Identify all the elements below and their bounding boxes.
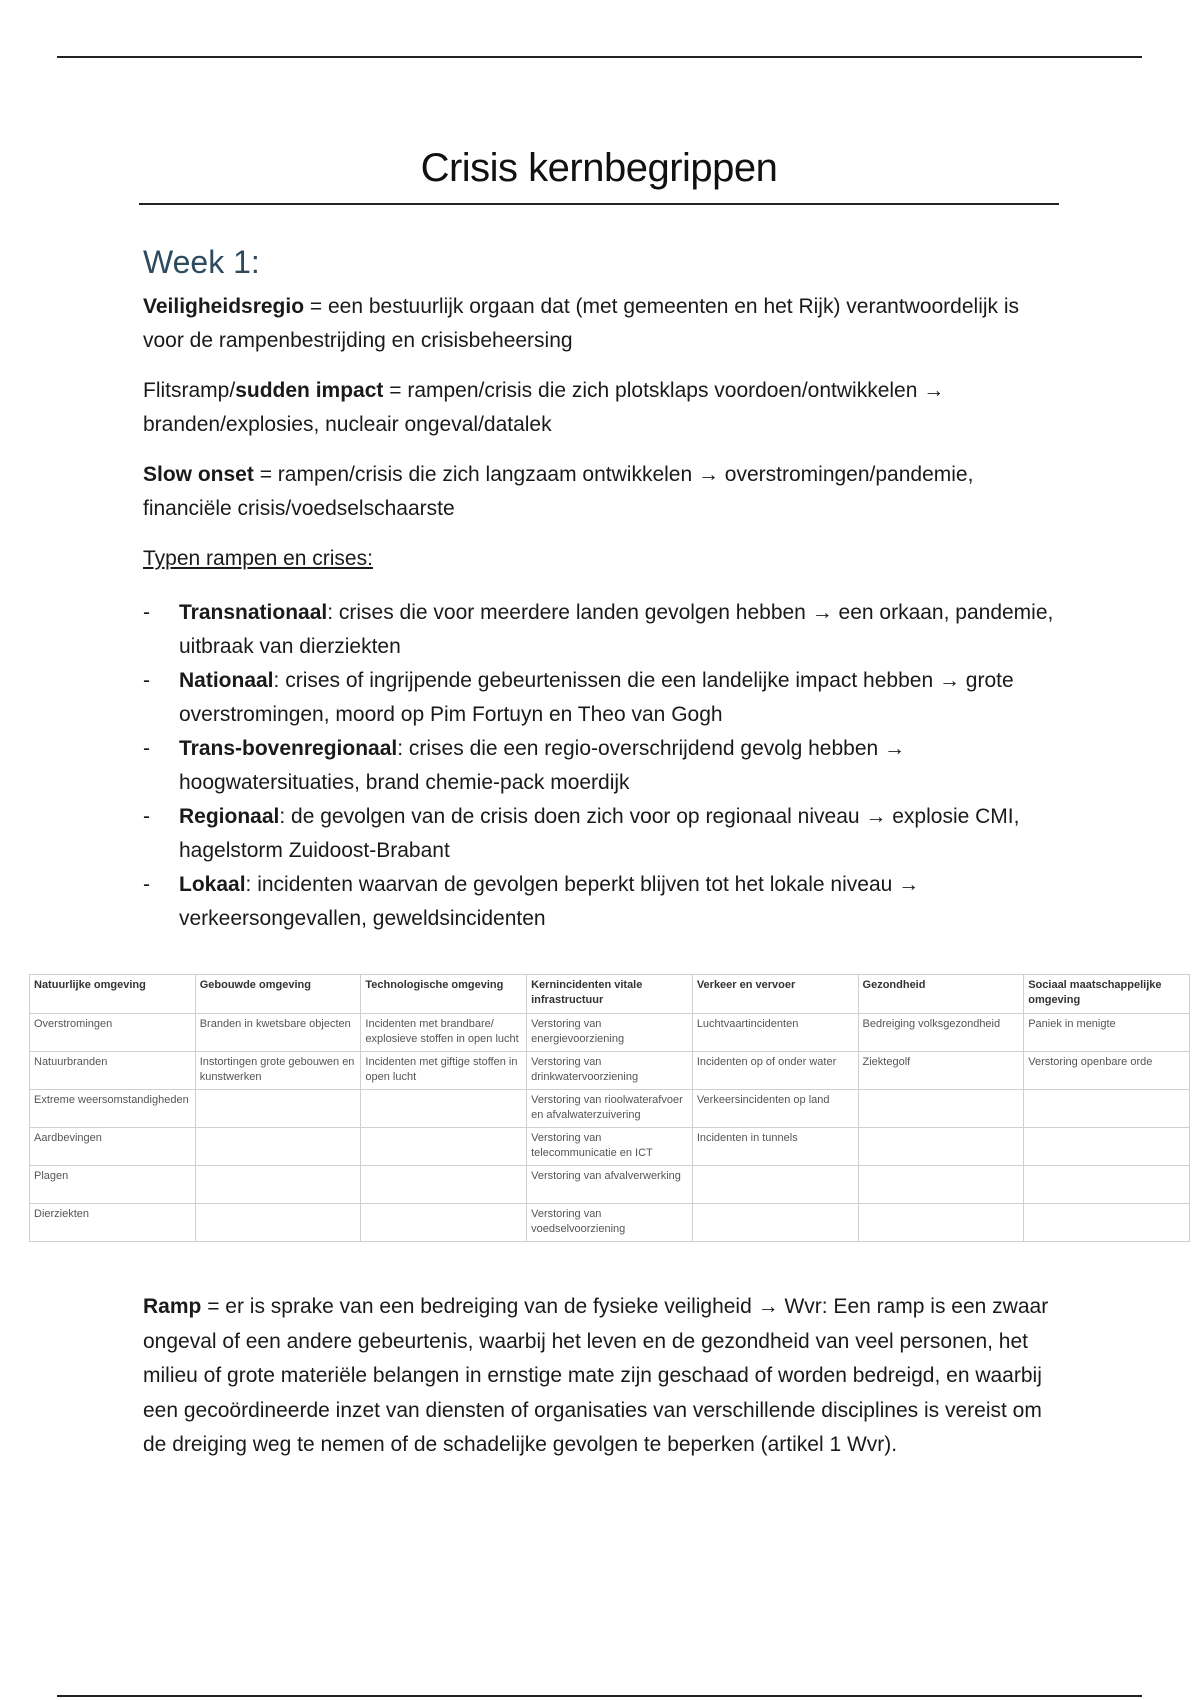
top-divider — [57, 56, 1142, 58]
definition-text: = rampen/crisis die zich langzaam ontwikkelen → overstromingen/pandemie, financiële crisis/voedselschaarste — [143, 463, 974, 520]
table-cell: Paniek in menigte — [1024, 1014, 1190, 1052]
definition-term: Slow onset — [143, 463, 254, 486]
list-item — [143, 732, 1063, 800]
table-cell: Incidenten met giftige stoffen in open lucht — [361, 1052, 527, 1090]
table-cell: Verstoring van rioolwaterafvoer en afvalwaterzuivering — [527, 1090, 693, 1128]
table-cell — [858, 1204, 1024, 1242]
definition-prefix: Flitsramp/ — [143, 379, 236, 402]
table-cell — [858, 1128, 1024, 1166]
table-cell: Verstoring van telecommunicatie en ICT — [527, 1128, 693, 1166]
table-row — [30, 1128, 1190, 1166]
table-cell: Verstoring van afvalverwerking — [527, 1166, 693, 1204]
table-cell — [195, 1090, 361, 1128]
table-cell: Verkeersincidenten op land — [692, 1090, 858, 1128]
page-title: Crisis kernbegrippen — [420, 146, 778, 190]
definition-term: Ramp — [143, 1295, 202, 1318]
table-cell: Dierziekten — [30, 1204, 196, 1242]
table-cell — [361, 1128, 527, 1166]
crisis-types-table-wrapper — [29, 974, 1190, 1242]
main-content — [143, 240, 1063, 936]
table-cell — [195, 1166, 361, 1204]
type-term: Transnationaal — [179, 601, 328, 624]
definition-term: Veiligheidsregio — [143, 295, 305, 318]
table-cell — [195, 1204, 361, 1242]
table-cell — [1024, 1128, 1190, 1166]
week-heading: Week 1: — [143, 244, 260, 280]
types-list — [143, 596, 1063, 936]
list-item — [143, 800, 1063, 868]
list-item — [143, 664, 1063, 732]
type-text: : de gevolgen van de crisis doen zich voor op regionaal niveau → explosie CMI, hagelstorm Zuidoost-Brabant — [179, 805, 1020, 862]
table-header-cell: Sociaal maatschappelijke omgeving — [1024, 975, 1190, 1014]
table-cell — [195, 1128, 361, 1166]
table-cell — [361, 1204, 527, 1242]
type-text: : crises die een regio-overschrijdend gevolg hebben → hoogwatersituaties, brand chemie-pack moerdijk — [179, 737, 906, 794]
table-row — [30, 1052, 1190, 1090]
type-text: : incidenten waarvan de gevolgen beperkt blijven tot het lokale niveau → verkeersongevallen, geweldsincidenten — [179, 873, 920, 930]
types-heading: Typen rampen en crises: — [143, 547, 373, 570]
table-cell — [692, 1204, 858, 1242]
definition-text: = rampen/crisis die zich plotsklaps voordoen/ontwikkelen → branden/explosies, nucleair ongeval/datalek — [143, 379, 945, 436]
table-cell: Incidenten op of onder water — [692, 1052, 858, 1090]
table-cell: Plagen — [30, 1166, 196, 1204]
definition-term: sudden impact — [235, 379, 384, 402]
definition-text: = er is sprake van een bedreiging van de fysieke veiligheid → Wvr: Een ramp is een zwaar ongeval of een andere gebeurtenis, waarbij het leven en de gezondheid van veel personen, het milieu of grote materiële belangen in ernstige mate zijn geschaad of worden bedreigd, en waarbij een gecoördineerde inzet van diensten of organisaties van verschillende disciplines is vereist om de dreiging weg te nemen of de schadelijke gevolgen te beperken (artikel 1 Wvr). — [143, 1295, 1049, 1456]
type-term: Nationaal — [179, 669, 274, 692]
table-cell: Verstoring van energievoorziening — [527, 1014, 693, 1052]
table-cell — [361, 1090, 527, 1128]
type-term: Trans-bovenregionaal — [179, 737, 398, 760]
table-header-cell: Natuurlijke omgeving — [30, 975, 196, 1014]
table-cell: Ziektegolf — [858, 1052, 1024, 1090]
table-header-row — [30, 975, 1190, 1014]
type-text: : crises of ingrijpende gebeurtenissen die een landelijke impact hebben → grote overstromingen, moord op Pim Fortuyn en Theo van Gogh — [179, 669, 1014, 726]
definition-flitsramp — [143, 374, 1063, 442]
table-cell: Verstoring van voedselvoorziening — [527, 1204, 693, 1242]
table-cell: Incidenten in tunnels — [692, 1128, 858, 1166]
definition-ramp — [143, 1290, 1063, 1463]
list-item — [143, 596, 1063, 664]
definition-text: = een bestuurlijk orgaan dat (met gemeenten en het Rijk) verantwoordelijk is voor de rampenbestrijding en crisisbeheersing — [143, 295, 1020, 352]
table-cell: Branden in kwetsbare objecten — [195, 1014, 361, 1052]
table-cell: Incidenten met brandbare/ explosieve stoffen in open lucht — [361, 1014, 527, 1052]
table-row — [30, 1166, 1190, 1204]
title-underline — [139, 203, 1059, 205]
table-header-cell: Gezondheid — [858, 975, 1024, 1014]
table-cell: Instortingen grote gebouwen en kunstwerken — [195, 1052, 361, 1090]
table-cell — [692, 1166, 858, 1204]
table-cell: Bedreiging volksgezondheid — [858, 1014, 1024, 1052]
table-cell — [361, 1166, 527, 1204]
table-cell — [1024, 1090, 1190, 1128]
table-cell — [1024, 1166, 1190, 1204]
bottom-divider — [57, 1695, 1142, 1697]
type-term: Regionaal — [179, 805, 280, 828]
table-cell: Verstoring van drinkwatervoorziening — [527, 1052, 693, 1090]
table-header-cell: Verkeer en vervoer — [692, 975, 858, 1014]
table-row — [30, 1090, 1190, 1128]
table-cell — [858, 1090, 1024, 1128]
table-header-cell: Kernincidenten vitale infrastructuur — [527, 975, 693, 1014]
type-term: Lokaal — [179, 873, 246, 896]
table-row — [30, 1204, 1190, 1242]
table-cell: Luchtvaartincidenten — [692, 1014, 858, 1052]
table-cell: Verstoring openbare orde — [1024, 1052, 1190, 1090]
definition-veiligheidsregio — [143, 290, 1063, 358]
table-cell: Natuurbranden — [30, 1052, 196, 1090]
table-cell: Extreme weersomstandigheden — [30, 1090, 196, 1128]
crisis-types-table — [29, 974, 1190, 1242]
table-cell: Overstromingen — [30, 1014, 196, 1052]
table-cell — [1024, 1204, 1190, 1242]
table-header-cell: Technologische omgeving — [361, 975, 527, 1014]
table-cell: Aardbevingen — [30, 1128, 196, 1166]
table-header-cell: Gebouwde omgeving — [195, 975, 361, 1014]
table-cell — [858, 1166, 1024, 1204]
list-item — [143, 868, 1063, 936]
table-row — [30, 1014, 1190, 1052]
definition-slow-onset — [143, 458, 1063, 526]
type-text: : crises die voor meerdere landen gevolgen hebben → een orkaan, pandemie, uitbraak van dierziekten — [179, 601, 1054, 658]
